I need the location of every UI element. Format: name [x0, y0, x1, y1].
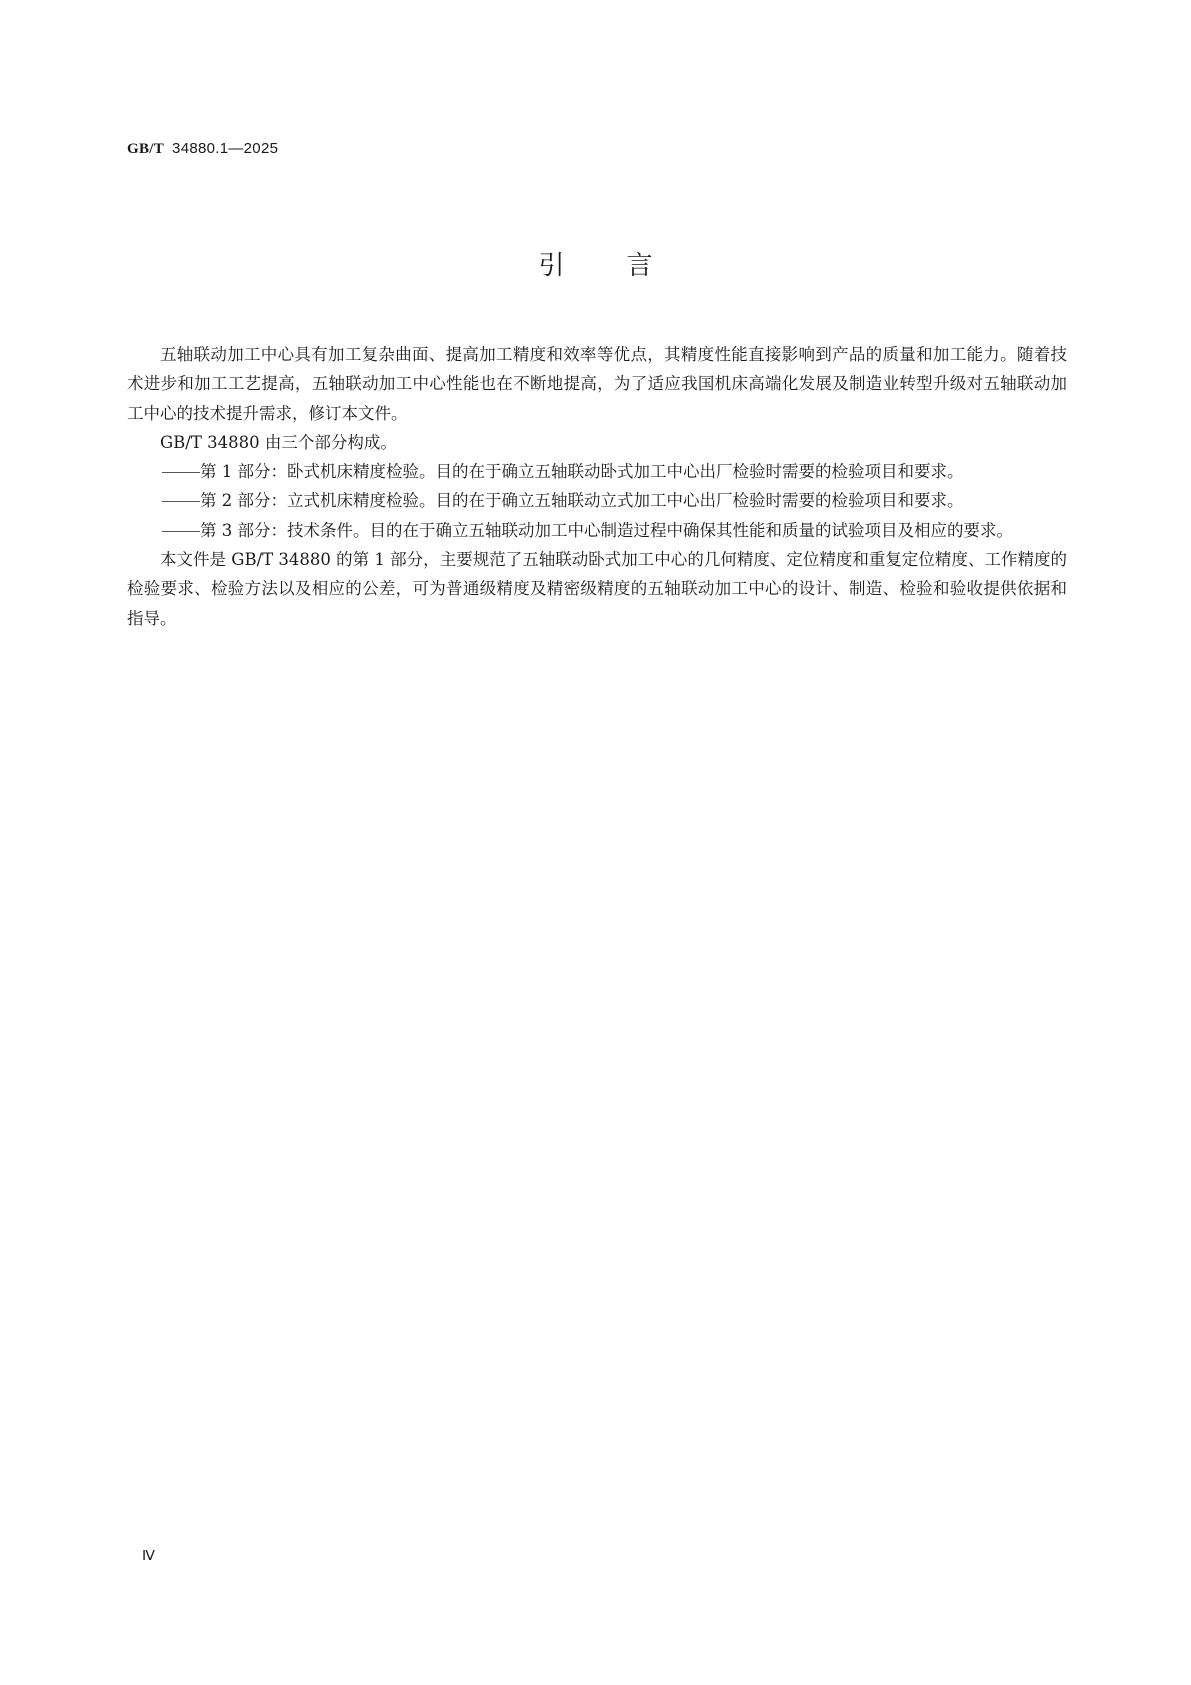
part-item-text: 第 2 部分：立式机床精度检验。目的在于确立五轴联动立式加工中心出厂检验时需要的检验项目和要求。	[200, 491, 964, 511]
parts-intro: GB/T 34880 由三个部分构成。	[160, 432, 397, 452]
document-body	[127, 340, 1067, 633]
part-item	[127, 457, 1067, 486]
part-item-text: 第 1 部分：卧式机床精度检验。目的在于确立五轴联动卧式加工中心出厂检验时需要的检验项目和要求。	[200, 462, 964, 482]
standard-number: 34880.1—2025	[172, 140, 279, 157]
intro-paragraph: 五轴联动加工中心具有加工复杂曲面、提高加工精度和效率等优点，其精度性能直接影响到产品的质量和加工能力。随着技术进步和加工工艺提高，五轴联动加工中心性能也在不断地提高，为了适应我国机床高端化发展及制造业转型升级对五轴联动加工中心的技术提升需求，修订本文件。	[127, 345, 1067, 423]
section-title: 引言	[538, 251, 715, 281]
scope-paragraph: 本文件是 GB/T 34880 的第 1 部分，主要规范了五轴联动卧式加工中心的几何精度、定位精度和重复定位精度、工作精度的检验要求、检验方法以及相应的公差，可为普通级精度及精密级精度的五轴联动加工中心的设计、制造、检验和验收提供依据和指导。	[127, 550, 1067, 628]
dash-bullet	[162, 472, 200, 473]
part-item	[127, 516, 1067, 545]
document-header	[127, 140, 278, 158]
standard-prefix: GB/T	[127, 141, 165, 157]
page-number: Ⅳ	[142, 1549, 155, 1564]
part-item	[127, 486, 1067, 515]
dash-bullet	[162, 501, 200, 502]
part-item-text: 第 3 部分：技术条件。目的在于确立五轴联动加工中心制造过程中确保其性能和质量的试验项目及相应的要求。	[200, 520, 1013, 540]
dash-bullet	[162, 531, 200, 532]
